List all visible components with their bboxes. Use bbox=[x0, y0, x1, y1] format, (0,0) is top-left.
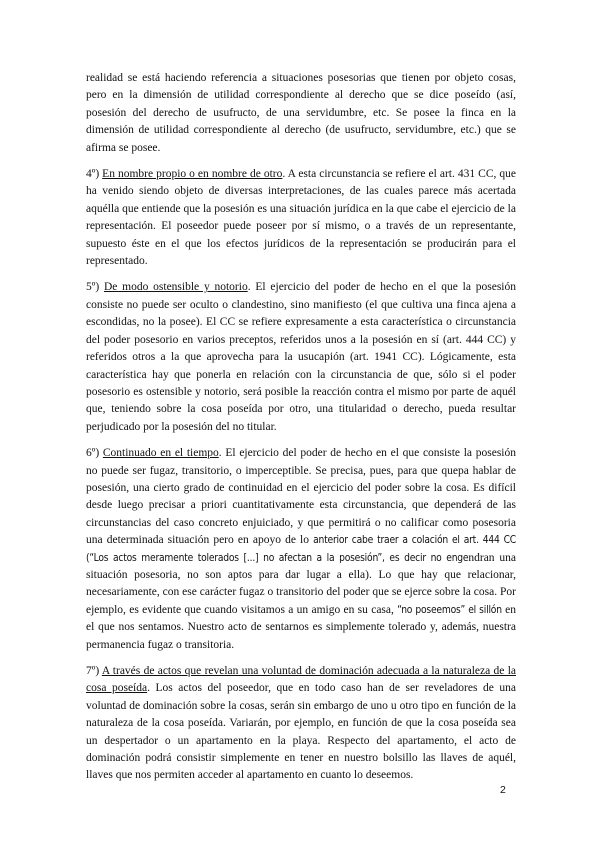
document-page bbox=[86, 70, 516, 794]
item-heading: En nombre propio o en nombre de otro bbox=[102, 168, 283, 181]
item-body: . El ejercicio del poder de hecho en el que la posesión consiste no puede ser oculto o clandestino, sino manifiesto (el que cultiva una finca ajena a escondidas, no la posee). El CC se refiere expresamente a esta característica o circunstancia del poder posesorio en varios preceptos, referidos unos a la posesión en sí (art. 444 CC) y referidos otros a la que aprovecha para la usucapión (art. 1941 CC). Lógicamente, esta característica hay que ponerla en relación con la circunstancia de que, sólo si el poder posesorio es ostensible y notorio, será posible la reacción contra el mismo por parte de aquél que, teniendo sobre la cosa poseída por otro, una titularidad o derecho, pueda resultar perjudicado por la posesión del no titular. bbox=[86, 281, 517, 433]
item-number: 7º) bbox=[86, 665, 102, 677]
item-number: 4º) bbox=[86, 168, 103, 181]
item-body-quote: anterior cabe traer a colación el art. 444 CC (“Los actos meramente tolerados [...] no afectan a la posesión”, es decir no enge bbox=[86, 535, 516, 564]
item-body: ndran una situación posesoria, no son aptos para dar lugar a ella). Lo que hay que relacionar, necesariamente, con ese carácter fugaz o transitorio del poder que se ejerce sobre la cosa. Por ejemplo, es evidente que cuando visitamos a un amigo en su casa, bbox=[86, 551, 516, 616]
paragraph-item-4 bbox=[86, 166, 516, 270]
item-heading: Continuado en el tiempo bbox=[102, 447, 219, 460]
item-heading: De modo ostensible y notorio bbox=[103, 281, 248, 294]
item-number: 5º) bbox=[86, 281, 104, 294]
item-body: . El ejercicio del poder de hecho en el que consiste la posesión no puede ser fugaz, transitorio, o imperceptible. Se precisa, pues, para que quepa hablar de posesión, una cierto grado de continuidad en el ejercicio del poder sobre la cosa. Es difícil desde luego precisar a priori cuantitativamente esta circunstancia, que dependerá de las circunstancias del caso concreto enjuiciado, y que permitirá o no calificar como posesoria una determinada situación pero en apoyo de lo bbox=[86, 447, 516, 547]
page-number: 2 bbox=[500, 784, 506, 796]
paragraph-item-6 bbox=[86, 445, 516, 654]
item-number: 6º) bbox=[86, 447, 103, 460]
paragraph-continuation: realidad se está haciendo referencia a situaciones posesorias que tienen por objeto cosas, pero en la dimensión de utilidad correspondiente al derecho que se dice poseído (así, posesión del derecho de usufructo, de una servidumbre, etc. Se posee la finca en la dimensión de utilidad correspondiente al derecho (de usufructo, servidumbre, etc.) que se afirma se posee. bbox=[86, 72, 516, 154]
item-heading: A través de actos que revelan una voluntad de dominación adecuada a la naturaleza de la cosa poseída bbox=[86, 665, 517, 695]
paragraph-item-7 bbox=[86, 663, 516, 785]
item-body: en el que nos sentamos. Nuestro acto de sentarnos es simplemente tolerado y, además, nuestra permanencia fugaz o transitoria. bbox=[86, 603, 516, 651]
item-body: . Los actos del poseedor, que en todo caso han de ser reveladores de una voluntad de dominación sobre la cosas, serán sin embargo de uno u otro tipo en función de la naturaleza de la cosa poseída. Variarán, por ejemplo, en función de que la cosa poseída sea un despertador o un apartamento en la playa. Respecto del apartamento, el acto de dominación podrá consistir simplemente en tener en nuestro bolsillo las llaves de aquél, llaves que nos permiten acceder al apartamento en cuanto lo deseemos. bbox=[86, 682, 516, 782]
item-body: . A esta circunstancia se refiere el art. 431 CC, que ha venido siendo objeto de diversas interpretaciones, de las cuales parece más acertada aquélla que entiende que la posesión es una situación jurídica en la que cabe el ejercicio de la representación. El poseedor puede poseer por sí mismo, o a través de un representante, supuesto éste en el que los efectos jurídicos de la representación se producirán para el representado. bbox=[86, 168, 516, 268]
item-body-quote: “no poseemos” el sillón bbox=[397, 604, 502, 616]
paragraph-item-5 bbox=[86, 279, 516, 436]
